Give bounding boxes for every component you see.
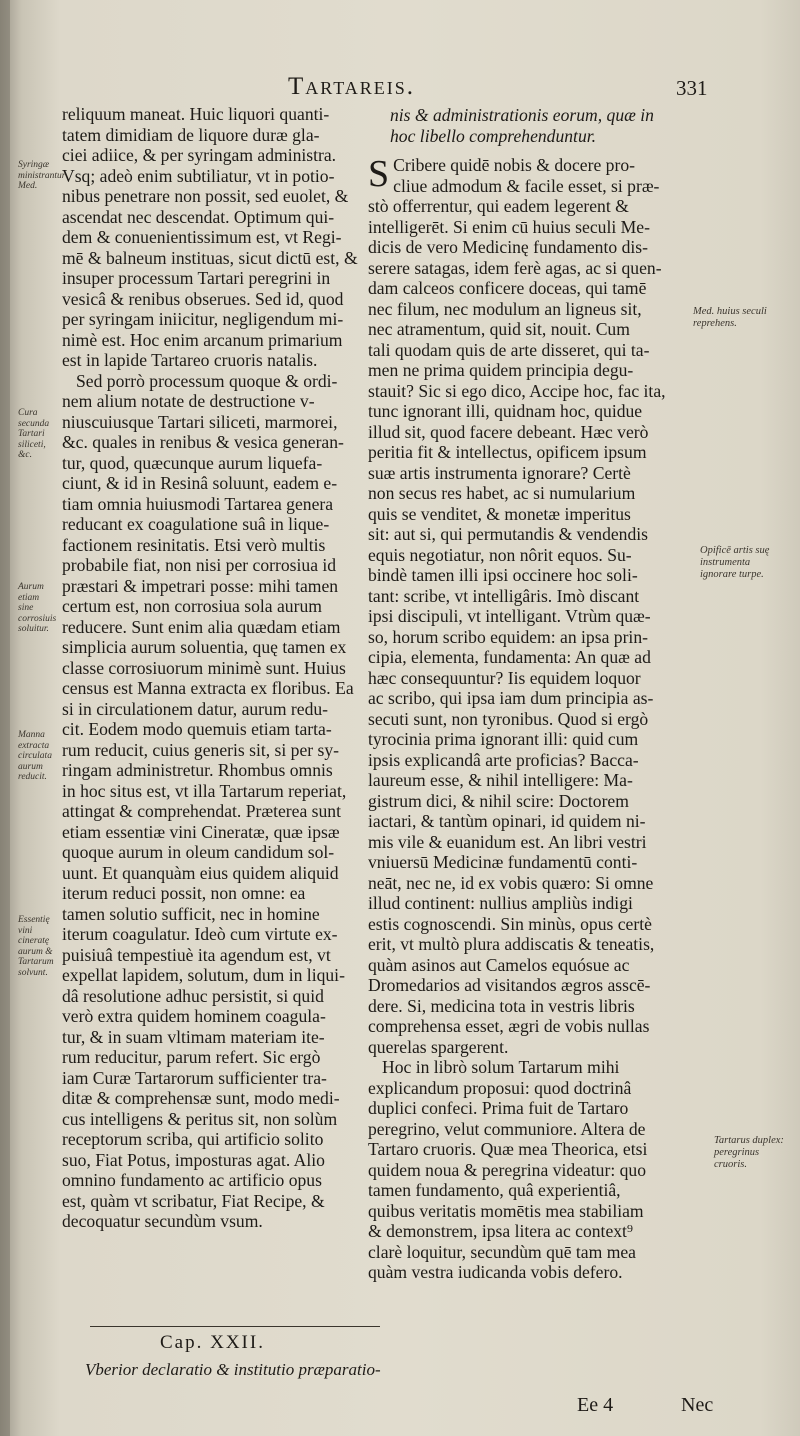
text-line: Vsq; adeò enim subtiliatur, vt in potio-: [62, 165, 335, 186]
text-line: &c. quales in renibus & vesica generan-: [62, 432, 344, 452]
text-line: quoque aurum in oleum candidum sol-: [62, 842, 335, 862]
text-line: peregrino, velut communiore. Altera de: [368, 1118, 646, 1139]
text-line: tatem dimidiam de liquore duræ gla-: [62, 124, 320, 145]
text-line: cus intelligens & peritus sit, non solùm: [62, 1108, 338, 1129]
text-line: insuper processum Tartari peregrini in: [62, 268, 331, 288]
text-line: iam Curæ Tartarorum sufficienter tra-: [62, 1067, 327, 1088]
text-line: Sed porrò processum quoque & ordi-: [76, 370, 338, 391]
text-line: explicandum proposui: quod doctrinâ: [368, 1077, 632, 1098]
margin-note: Tartarus duplex: peregrinus cruoris.: [714, 1135, 784, 1170]
text-line: quidem noua & peregrina videatur: quo: [368, 1159, 646, 1180]
text-line: iterum coagulatur. Ideò cum virtute ex-: [62, 924, 338, 944]
text-line: mē & balneum instituas, sicut dictū est, &: [62, 247, 358, 268]
text-line: estis cognoscendi. Sin minùs, opus certè: [368, 913, 652, 934]
chapter-heading: Cap. XXII.: [160, 1332, 265, 1353]
text-line: so, horum scribo equidem: an ipsa prin-: [368, 626, 648, 647]
text-line: peritia fit & intellectus, opificem ipsum: [368, 442, 647, 462]
text-line: illud continent: nullius ampliùs indigi: [368, 893, 633, 913]
text-line: illud sit, quod facere debeant. Hæc verò: [368, 421, 649, 442]
text-line: Dromedarios ad visitandos ægros asscē-: [368, 975, 651, 995]
text-line: bindè tamen illi ipsi occinere hoc soli-: [368, 565, 638, 585]
text-line: dem & conuenientissimum est, vt Regi-: [62, 227, 342, 247]
text-line: ciunt, & id in Resinâ soluunt, eadem e-: [62, 473, 338, 493]
page-footer: [0, 1394, 800, 1418]
text-line: Cribere quidē nobis & docere pro-: [393, 155, 635, 175]
margin-note: Essentię vini cineratę aurum & Tartarum solvunt.: [18, 915, 54, 978]
left-text-column: [62, 104, 382, 1232]
text-line: nem alium notate de destructione v-: [62, 391, 315, 411]
text-line: suæ artis instrumenta ignorare? Certè: [368, 462, 631, 483]
text-line: cipia, elementa, fundamenta: An quæ ad: [368, 647, 651, 667]
text-line: equis negotiatur, non nôrit equos. Su-: [368, 544, 632, 565]
margin-note: Med. huius seculi reprehens.: [693, 306, 767, 329]
text-line: secuti sunt, non tyronibus. Quod si ergò: [368, 708, 649, 729]
text-line: receptorum scriba, qui artificio solito: [62, 1129, 324, 1149]
text-line: factionem resinitatis. Etsi verò multis: [62, 534, 326, 555]
text-line: nec filum, nec modulum an ligneus sit,: [368, 298, 642, 319]
text-line: tiam omnia huiusmodi Tartarea genera: [62, 493, 334, 514]
text-line: rum reducit, cuius generis sit, si per sy-: [62, 739, 340, 760]
text-line: nibus penetrare non possit, sed euolet, &: [62, 186, 349, 206]
text-line: est, quàm vt scribatur, Fiat Recipe, &: [62, 1190, 325, 1211]
text-line: quàm vestra iudicanda vobis defero.: [368, 1262, 623, 1282]
text-line: tunc ignorant illi, quidnam hoc, quidue: [368, 401, 643, 421]
text-line: serere satagas, idem ferè agas, ac si quen-: [368, 257, 662, 278]
drop-cap: S: [368, 153, 390, 195]
text-line: clarè loquitur, secundùm quē tam mea: [368, 1241, 636, 1262]
text-line: vesicâ & renibus obserues. Sed id, quod: [62, 288, 344, 309]
text-line: nec atramentum, quid sit, nouit. Cum: [368, 319, 630, 339]
text-line: tamen solutio sufficit, nec in homine: [62, 903, 320, 924]
text-line: sit: aut si, qui permutandis & vendendis: [368, 524, 649, 544]
text-line: neāt, nec ne, id ex vobis quæro: Si omne: [368, 872, 654, 893]
text-line: niuscuiusque Tartari siliceti, marmorei,: [62, 411, 338, 432]
text-line: præstari & impetrari posse: mihi tamen: [62, 575, 339, 596]
intro-line: nis & administrationis eorum, quæ in: [390, 105, 654, 125]
text-line: erit, vt multò plura addiscatis & teneatis,: [368, 934, 655, 954]
text-line: est in lapide Tartareo cruoris natalis.: [62, 350, 318, 370]
page-gutter-shadow: [0, 0, 10, 1436]
text-line: tyrocinia prima ignorant illi: quid cum: [368, 729, 639, 749]
text-line: dam calceos conficere doceas, qui tamē: [368, 278, 647, 298]
text-line: reducant ex coagulatione suâ in lique-: [62, 514, 330, 534]
text-line: comprehensa esset, ægri de vobis nullas: [368, 1016, 650, 1036]
text-line: ipsi discipuli, vt intelligant. Vtrùm quæ-: [368, 606, 651, 626]
text-line: quis se venditet, & monetæ imperitus: [368, 503, 631, 524]
text-line: iactari, & tantùm opinari, id quidem ni-: [368, 811, 646, 831]
text-line: reliquum maneat. Huic liquori quanti-: [62, 104, 330, 124]
text-line: si in circulationem datur, aurum redu-: [62, 698, 329, 719]
text-line: stò offerrentur, qui eadem legerent &: [368, 196, 629, 216]
right-text-column: [368, 105, 690, 1283]
text-line: in hoc situs est, vt illa Tartarum reperiat,: [62, 780, 347, 801]
text-line: tur, quod, quæcunque aurum liquefa-: [62, 452, 323, 473]
signature-mark: Ee 4: [577, 1394, 614, 1416]
text-line: reducere. Sunt enim alia quædam etiam: [62, 616, 341, 637]
text-line: simplicia aurum soluentia, quę tamen ex: [62, 637, 347, 657]
text-line: ac scribo, qui ipsa iam dum principia as-: [368, 688, 654, 708]
catchword: Nec: [681, 1394, 714, 1416]
text-line: dâ resolutione adhuc persistit, si quid: [62, 985, 324, 1006]
text-line: ciei adiice, & per syringam administra.: [62, 145, 337, 165]
text-line: cliue admodum & facile esset, si præ-: [393, 175, 660, 196]
text-line: querelas spargerent.: [368, 1036, 509, 1057]
margin-note: Aurum etiam sine corrosiuis soluitur.: [18, 582, 57, 634]
text-line: rum reducitur, parum refert. Sic ergò: [62, 1047, 321, 1067]
text-line: quibus veritatis momētis mea stabiliam: [368, 1200, 644, 1221]
text-line: decoquatur secundùm vsum.: [62, 1211, 263, 1231]
text-line: ipsis explicandâ arte proficias? Bacca-: [368, 749, 639, 770]
text-line: tant: scribe, vt intelligâris. Imò discant: [368, 585, 640, 606]
text-line: ringam administretur. Rhombus omnis: [62, 760, 333, 780]
text-line: quàm asinos aut Camelos equósue ac: [368, 954, 630, 975]
running-title: Tartareis.: [288, 73, 416, 100]
text-line: nimè est. Hoc enim arcanum primarium: [62, 329, 343, 350]
chapter-subtitle: Vberior declaratio & institutio præparatio-: [85, 1360, 381, 1379]
text-line: tamen fundamento, quâ experientiâ,: [368, 1180, 621, 1200]
margin-note: Manna extracta circulata aurum reducit.: [18, 730, 52, 782]
margin-note: Syringæ ministrantur Med.: [18, 160, 66, 191]
running-header: [0, 73, 800, 107]
text-line: vniuersū Medicinæ fundamentū conti-: [368, 852, 638, 872]
text-line: intelligerēt. Si enim cū huius seculi Me-: [368, 216, 650, 237]
text-line: verò extra quidem hominem coagula-: [62, 1006, 326, 1026]
text-line: census est Manna extracta ex floribus. Ea: [62, 678, 354, 698]
intro-line: hoc libello comprehenduntur.: [390, 125, 597, 146]
text-line: suo, Fiat Potus, imposturas agat. Alio: [62, 1149, 325, 1170]
text-line: puisiuâ tempestiuè ita agendum est, vt: [62, 944, 331, 965]
text-line: gistrum dici, & nihil scire: Doctorem: [368, 790, 629, 811]
text-line: probabile fiat, non nisi per corrosiua id: [62, 555, 337, 575]
text-line: ditæ & comprehensæ sunt, modo medi-: [62, 1088, 340, 1108]
text-line: cit. Eodem modo quemuis etiam tarta-: [62, 719, 332, 739]
text-line: expellat lapidem, solutum, dum in liqui-: [62, 965, 345, 985]
text-line: stauit? Sic si ego dico, Accipe hoc, fac ita,: [368, 380, 666, 401]
text-line: dere. Si, medicina tota in vestris libris: [368, 995, 635, 1016]
text-line: men ne prima quidem principia degu-: [368, 360, 634, 380]
text-line: etiam essentiæ vini Cineratæ, quæ ipsæ: [62, 821, 340, 842]
text-line: & demonstrem, ipsa litera ac context⁹: [368, 1221, 634, 1241]
text-line: Tartaro cruoris. Quæ mea Theorica, etsi: [368, 1139, 648, 1159]
text-line: ascendat nec descendat. Optimum qui-: [62, 206, 335, 227]
text-line: mis vile & euanidum est. An libri vestri: [368, 831, 647, 852]
text-line: hæc consequuntur? Iis equidem loquor: [368, 667, 641, 688]
text-line: tur, & in suam vltimam materiam ite-: [62, 1026, 325, 1047]
text-line: omnino fundamento ac artificio opus: [62, 1170, 322, 1190]
text-line: per syringam iniicitur, negligendum mi-: [62, 309, 344, 329]
text-line: attingat & comprehendat. Præterea sunt: [62, 801, 341, 821]
text-line: duplici confeci. Prima fuit de Tartaro: [368, 1098, 629, 1118]
text-line: uunt. Et quanquàm eius quidem aliquid: [62, 862, 339, 883]
text-line: tali quodam quis de arte disseret, qui ta-: [368, 339, 650, 360]
margin-note: Cura secunda Tartari siliceti, &c.: [18, 408, 50, 460]
text-line: classe corrosiuorum minimè sunt. Huius: [62, 657, 346, 678]
text-line: dicis de vero Medicinę fundamento dis-: [368, 237, 648, 257]
text-line: non secus res habet, ac si numularium: [368, 483, 636, 503]
margin-note: Opificē artis suę instrumenta ignorare turpe.: [700, 545, 770, 580]
page-number: 331: [676, 76, 708, 100]
text-line: certum est, non corrosiua sola aurum: [62, 596, 322, 616]
text-line: laureum esse, & nihil intelligere: Ma-: [368, 770, 633, 790]
text-line: Hoc in librò solum Tartarum mihi: [382, 1057, 620, 1077]
right-column-body: [368, 155, 690, 1283]
text-line: iterum reduci possit, non omne: ea: [62, 883, 306, 903]
chapter-divider: [90, 1326, 380, 1327]
